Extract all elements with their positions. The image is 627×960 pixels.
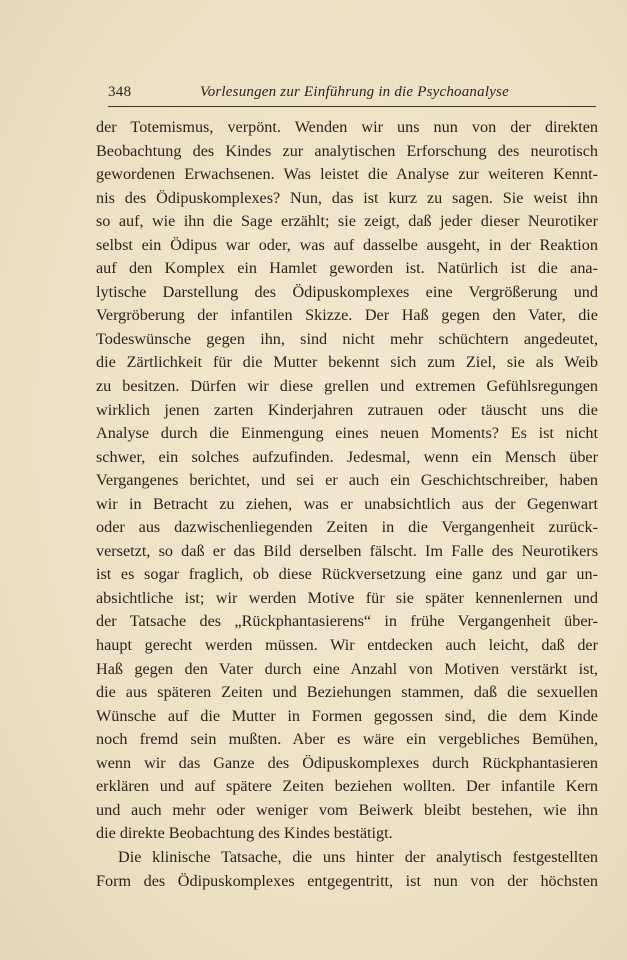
text-line: nis des Ödipuskomplexes? Nun, das ist kurz zu sagen. Sie weist ihn [96, 188, 598, 207]
text-line: die aus späteren Zeiten und Beziehungen stammen, daß die sexuellen [96, 683, 598, 702]
text-line: zu besitzen. Dürfen wir diese grellen und extremen Gefühlsregungen [96, 377, 598, 396]
paragraph-start-line: Die klinische Tatsache, die uns hinter der analytisch festgestellten [118, 847, 598, 866]
text-line: Form des Ödipuskomplexes entgegentritt, ist nun von der höchsten [96, 871, 598, 890]
text-line: Haß gegen den Vater durch eine Anzahl von Motiven verstärkt ist, [96, 659, 598, 678]
text-line: die Zärtlichkeit für die Mutter bekennt sich zum Ziel, sie als Weib [96, 353, 598, 372]
text-line: oder aus dazwischenliegenden Zeiten in die Vergangenheit zurück- [96, 518, 598, 537]
text-line: schwer, ein solches aufzufinden. Jedesmal, wenn ein Mensch über [96, 447, 598, 466]
text-line: erklären und auf spätere Zeiten beziehen wollten. Der infantile Kern [96, 777, 598, 796]
text-line: Todeswünsche gegen ihn, sind nicht mehr schüchtern angedeutet, [96, 329, 598, 348]
text-line: Vergröberung der infantilen Skizze. Der Haß gegen den Vater, die [96, 306, 598, 325]
text-line: Wünsche auf die Mutter in Formen gegossen sind, die dem Kinde [96, 706, 598, 725]
paragraph-end-line: die direkte Beobachtung des Kindes bestätigt. [96, 824, 393, 843]
text-line: auf den Komplex ein Hamlet geworden ist. Natürlich ist die ana- [96, 259, 598, 278]
text-line: und auch mehr oder weniger vom Beiwerk bleibt bestehen, wie ihn [96, 800, 598, 819]
body-text [96, 116, 598, 893]
text-line: wirklich jenen zarten Kinderjahren zutrauen oder täuscht uns die [96, 400, 598, 419]
text-line: versetzt, so daß er das Bild derselben fälscht. Im Falle des Neurotikers [96, 541, 598, 560]
text-line: wir in Betracht zu ziehen, was er unabsichtlich aus der Gegenwart [96, 494, 598, 513]
page-header [108, 84, 596, 107]
text-line: so auf, wie ihn die Sage erzählt; sie zeigt, daß jeder dieser Neurotiker [96, 212, 598, 231]
text-line: haupt gerecht werden müssen. Wir entdecken auch leicht, daß der [96, 636, 598, 655]
text-line: lytische Darstellung des Ödipuskomplexes eine Vergrößerung und [96, 282, 598, 301]
text-line: wenn wir das Ganze des Ödipuskomplexes durch Rückphantasieren [96, 753, 598, 772]
running-title: Vorlesungen zur Einführung in die Psychoanalyse [200, 84, 509, 100]
text-line: gewordenen Erwachsenen. Was leistet die Analyse zur weiteren Kennt- [96, 165, 598, 184]
text-line: noch fremd sein mußten. Aber es wäre ein vergebliches Bemühen, [96, 730, 598, 749]
text-line: Vergangenes berichtet, und sei er auch ein Geschichtschreiber, haben [96, 471, 598, 490]
text-line: der Tatsache des „Rückphantasierens“ in frühe Vergangenheit über- [96, 612, 598, 631]
text-line: der Totemismus, verpönt. Wenden wir uns nun von der direkten [96, 118, 598, 136]
text-line: selbst ein Ödipus war oder, was auf dasselbe ausgeht, in der Reaktion [96, 235, 598, 254]
text-line: Analyse durch die Einmengung eines neuen Moments? Es ist nicht [96, 424, 598, 443]
text-line: absichtliche ist; wir werden Motive für sie später kennenlernen und [96, 588, 598, 607]
page-number: 348 [108, 84, 132, 100]
text-line: Beobachtung des Kindes zur analytischen Erforschung des neurotisch [96, 141, 598, 160]
text-line: ist es sogar fraglich, ob diese Rückversetzung eine ganz und gar un- [96, 565, 598, 584]
